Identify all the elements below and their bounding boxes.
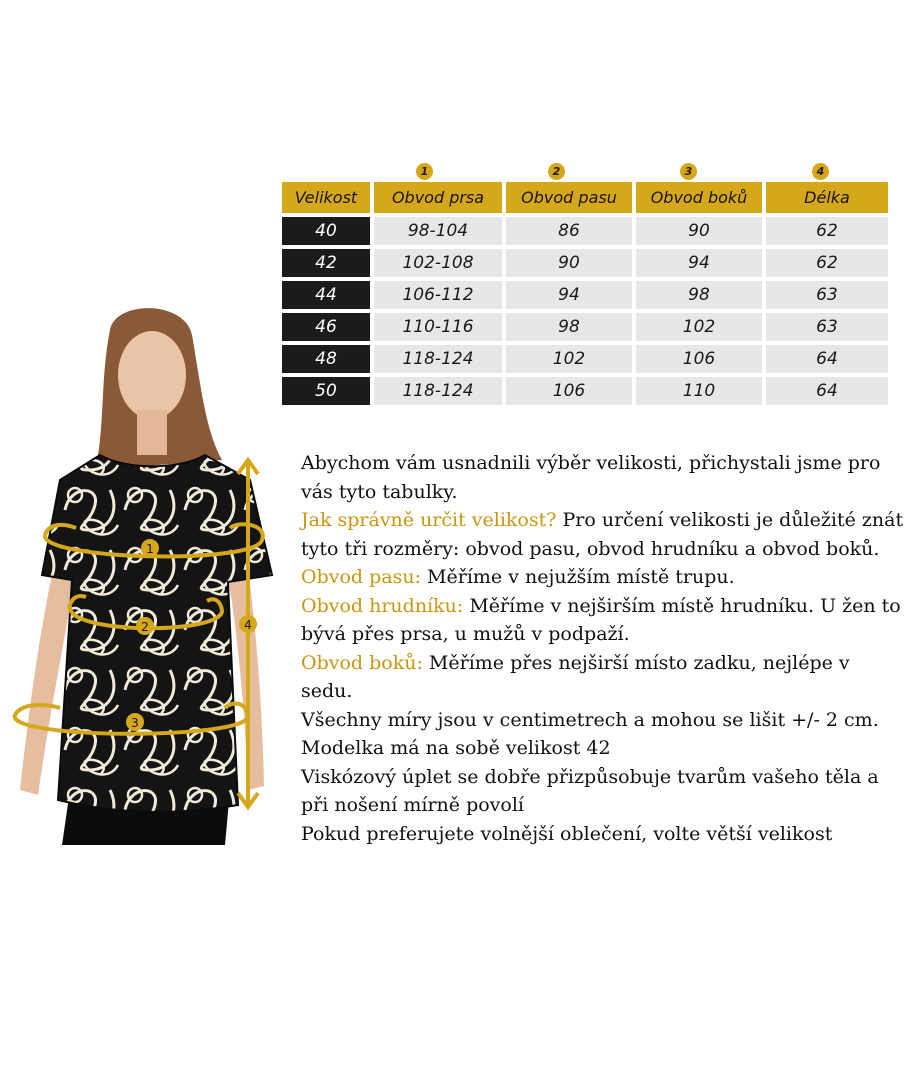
chest-cell: 110-116	[374, 313, 502, 341]
length-cell: 62	[766, 249, 888, 277]
svg-text:3: 3	[131, 716, 139, 730]
chest-paragraph	[301, 592, 906, 649]
column-number-badge: 3	[680, 163, 697, 180]
waist-cell: 90	[506, 249, 632, 277]
length-cell: 63	[766, 313, 888, 341]
column-number-badge: 2	[548, 163, 565, 180]
svg-text:1: 1	[146, 542, 154, 556]
header-hips: Obvod boků	[636, 182, 762, 213]
length-cell: 64	[766, 345, 888, 373]
header-waist: Obvod pasu	[506, 182, 632, 213]
column-number-badge: 1	[416, 163, 433, 180]
size-cell: 44	[282, 281, 370, 309]
chest-cell: 102-108	[374, 249, 502, 277]
svg-text:2: 2	[141, 620, 149, 634]
neck-shape	[137, 410, 167, 455]
size-guide-text	[301, 449, 906, 848]
length-cell: 63	[766, 281, 888, 309]
intro-text: Abychom vám usnadnili výběr velikosti, přichystali jsme pro vás tyto tabulky.	[301, 452, 881, 503]
table-row	[282, 377, 888, 405]
hips-text: Měříme přes nejširší místo zadku, nejlépe v sedu.	[301, 651, 850, 702]
table-row	[282, 217, 888, 245]
hips-cell: 94	[636, 249, 762, 277]
size-cell: 50	[282, 377, 370, 405]
table-row	[282, 313, 888, 341]
model-size-note: Modelka má na sobě velikost 42	[301, 737, 611, 759]
chest-cell: 118-124	[374, 377, 502, 405]
hips-cell: 106	[636, 345, 762, 373]
hips-label: Obvod boků:	[301, 651, 423, 674]
fabric-note: Viskózový úplet se dobře přizpůsobuje tvarům vašeho těla a při nošení mírně povolí	[301, 765, 879, 816]
svg-text:4: 4	[244, 618, 252, 632]
size-cell: 48	[282, 345, 370, 373]
table-row	[282, 345, 888, 373]
table-row	[282, 281, 888, 309]
column-number-row	[282, 160, 888, 182]
size-cell: 46	[282, 313, 370, 341]
length-cell: 64	[766, 377, 888, 405]
waist-paragraph	[301, 563, 906, 592]
header-length: Délka	[766, 182, 888, 213]
how-to-text: Pro určení velikosti je důležité znát tyto tři rozměry: obvod pasu, obvod hrudníku a obvod boků.	[301, 509, 904, 560]
table-row	[282, 249, 888, 277]
loose-fit-note: Pokud preferujete volnější oblečení, volte větší velikost	[301, 822, 833, 845]
model-measurement-illustration	[0, 300, 285, 860]
hips-cell: 102	[636, 313, 762, 341]
waist-cell: 102	[506, 345, 632, 373]
how-to-paragraph	[301, 506, 906, 563]
column-number-badge: 4	[812, 163, 829, 180]
length-cell: 62	[766, 217, 888, 245]
hips-paragraph	[301, 649, 906, 706]
waist-label: Obvod pasu:	[301, 566, 421, 588]
chest-cell: 98-104	[374, 217, 502, 245]
marker-3	[126, 713, 144, 731]
hips-cell: 90	[636, 217, 762, 245]
face-shape	[118, 331, 186, 419]
hips-cell: 98	[636, 281, 762, 309]
size-cell: 42	[282, 249, 370, 277]
marker-2	[136, 617, 154, 635]
how-to-label: Jak správně určit velikost?	[301, 509, 557, 531]
units-note: Všechny míry jsou v centimetrech a mohou se lišit +/- 2 cm.	[301, 708, 879, 731]
size-cell: 40	[282, 217, 370, 245]
size-table	[282, 160, 888, 409]
chest-cell: 118-124	[374, 345, 502, 373]
hips-cell: 110	[636, 377, 762, 405]
waist-cell: 94	[506, 281, 632, 309]
header-chest: Obvod prsa	[374, 182, 502, 213]
marker-1	[141, 539, 159, 557]
waist-text: Měříme v nejužším místě trupu.	[421, 566, 735, 588]
header-size: Velikost	[282, 182, 370, 213]
waist-cell: 106	[506, 377, 632, 405]
waist-cell: 98	[506, 313, 632, 341]
chest-text: Měříme v nejširším místě hrudníku. U žen to bývá přes prsa, u mužů v podpaží.	[301, 594, 901, 645]
table-header-row	[282, 182, 888, 213]
chest-label: Obvod hrudníku:	[301, 594, 464, 617]
waist-cell: 86	[506, 217, 632, 245]
chest-cell: 106-112	[374, 281, 502, 309]
marker-4	[239, 615, 257, 633]
